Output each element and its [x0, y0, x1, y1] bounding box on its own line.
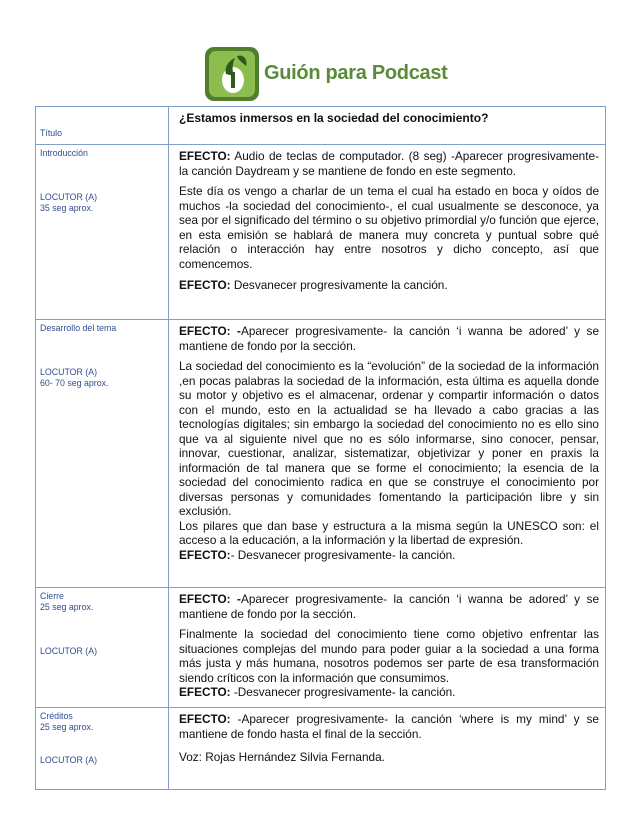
title-cell [169, 107, 606, 145]
row-label-cell [36, 320, 169, 588]
effect-paragraph [179, 149, 599, 178]
script-title: ¿Estamos inmersos en la sociedad del conocimiento? [179, 111, 489, 125]
row-label-cell [36, 588, 169, 708]
row-label-cell [36, 107, 169, 145]
effect-label: EFECTO: [179, 712, 231, 726]
effect-text: Desvanecer progresivamente la canción. [230, 278, 448, 292]
effect-paragraph [179, 548, 599, 563]
effect-label: EFECTO: [179, 547, 231, 562]
table-row [36, 145, 606, 320]
body-paragraph: Los pilares que dan base y estructura a la misma según la UNESCO son: el acceso a la educación, a la información y la libertad de expresión. [179, 518, 599, 547]
speaker-label: LOCUTOR (A) [40, 367, 98, 377]
table-row [36, 708, 606, 790]
speaker-label: LOCUTOR (A) [40, 646, 98, 656]
content-cell [169, 145, 606, 320]
table-row [36, 107, 606, 145]
body-paragraph: La sociedad del conocimiento es la “evolución” de la sociedad de la información ,en pocas palabras la sociedad de la información, esta última es aquella donde su motor y objetivo es el almacenar, ordenar y compartir información o datos con el mundo, esto en la actualidad se ha llevado a cabo gracias a las tecnologías digitales; sin embargo la sociedad del conocimiento no es ello sino que va al siguiente nivel que no es sólo informarse, sino conocer, pensar, innovar, cuestionar, analizar, sistematizar, objetivizar y poner en praxis la información de tal manera que se forme el conocimiento; la esencia de la sociedad del conocimiento radica en que se construye el conocimiento por diversas personas y comunidades fomentando la participación libre y sin exclusión. [179, 359, 599, 518]
row-label-cell [36, 145, 169, 320]
script-table [35, 106, 606, 790]
effect-label: EFECTO: - [179, 592, 241, 606]
section-name: Introducción [40, 148, 88, 158]
effect-paragraph [179, 278, 599, 293]
section-name: Cierre [40, 591, 64, 601]
effect-text: -Desvanecer progresivamente- la canción. [230, 685, 456, 699]
duration-label: 60- 70 seg aprox. [40, 378, 109, 388]
effect-label: EFECTO: [179, 278, 231, 292]
duration-label: 35 seg aprox. [40, 203, 94, 213]
speaker-label: LOCUTOR (A) [40, 755, 98, 765]
effect-label: EFECTO: - [179, 324, 241, 338]
row-label: Título [40, 128, 63, 138]
content-cell [169, 588, 606, 708]
effect-text: Aparecer progresivamente- la canción ‘i wanna be adored’ y se mantiene de fondo por la sección. [179, 592, 600, 621]
body-paragraph: Voz: Rojas Hernández Silvia Fernanda. [179, 750, 385, 764]
podcast-logo-icon [204, 44, 262, 104]
effect-text: -Aparecer progresivamente- la canción ‘where is my mind’ y se mantiene de fondo hasta el final de la sección. [179, 712, 599, 741]
effect-paragraph [179, 324, 599, 353]
duration-label: 25 seg aprox. [40, 602, 94, 612]
duration-label: 25 seg aprox. [40, 722, 94, 732]
content-cell [169, 708, 606, 790]
row-label-cell [36, 708, 169, 790]
table-row [36, 320, 606, 588]
effect-paragraph [179, 592, 599, 621]
body-paragraph: Este día os vengo a charlar de un tema el cual ha estado en boca y oídos de muchos -la sociedad del conocimiento-, el cual usualmente se desconoce, ya sea por el significado del término o su objetivo primordial y/o función que ejerce, en esta emisión se hablará de manera muy concreta y puntual sobre qué relación o interacción hay entre nosotros y dicho concepto, así que comencemos. [179, 184, 599, 271]
section-name: Créditos [40, 711, 73, 721]
section-name: Desarrollo del tema [40, 323, 117, 333]
logo-text: Guión para Podcast [264, 62, 448, 84]
effect-paragraph [179, 712, 599, 741]
speaker-label: LOCUTOR (A) [40, 192, 98, 202]
effect-label: EFECTO: [179, 685, 231, 699]
table-row [36, 588, 606, 708]
body-paragraph: Finalmente la sociedad del conocimiento tiene como objetivo enfrentar las situaciones complejas del mundo para poder guiar a la sociedad a una forma más justa y más humana, nosotros podemos ser parte de esa transformación siendo críticos con la información que consumimos. [179, 627, 599, 685]
effect-paragraph [179, 685, 599, 700]
effect-text: Audio de teclas de computador. (8 seg) -Aparecer progresivamente- la canción Daydream y se mantiene de fondo en este segmento. [179, 149, 599, 178]
logo [204, 44, 448, 104]
effect-label: EFECTO: [179, 149, 231, 163]
effect-text: - Desvanecer progresivamente- la canción. [230, 547, 456, 562]
effect-text: Aparecer progresivamente- la canción ‘i wanna be adored’ y se mantiene de fondo por la sección. [179, 324, 600, 353]
content-cell [169, 320, 606, 588]
